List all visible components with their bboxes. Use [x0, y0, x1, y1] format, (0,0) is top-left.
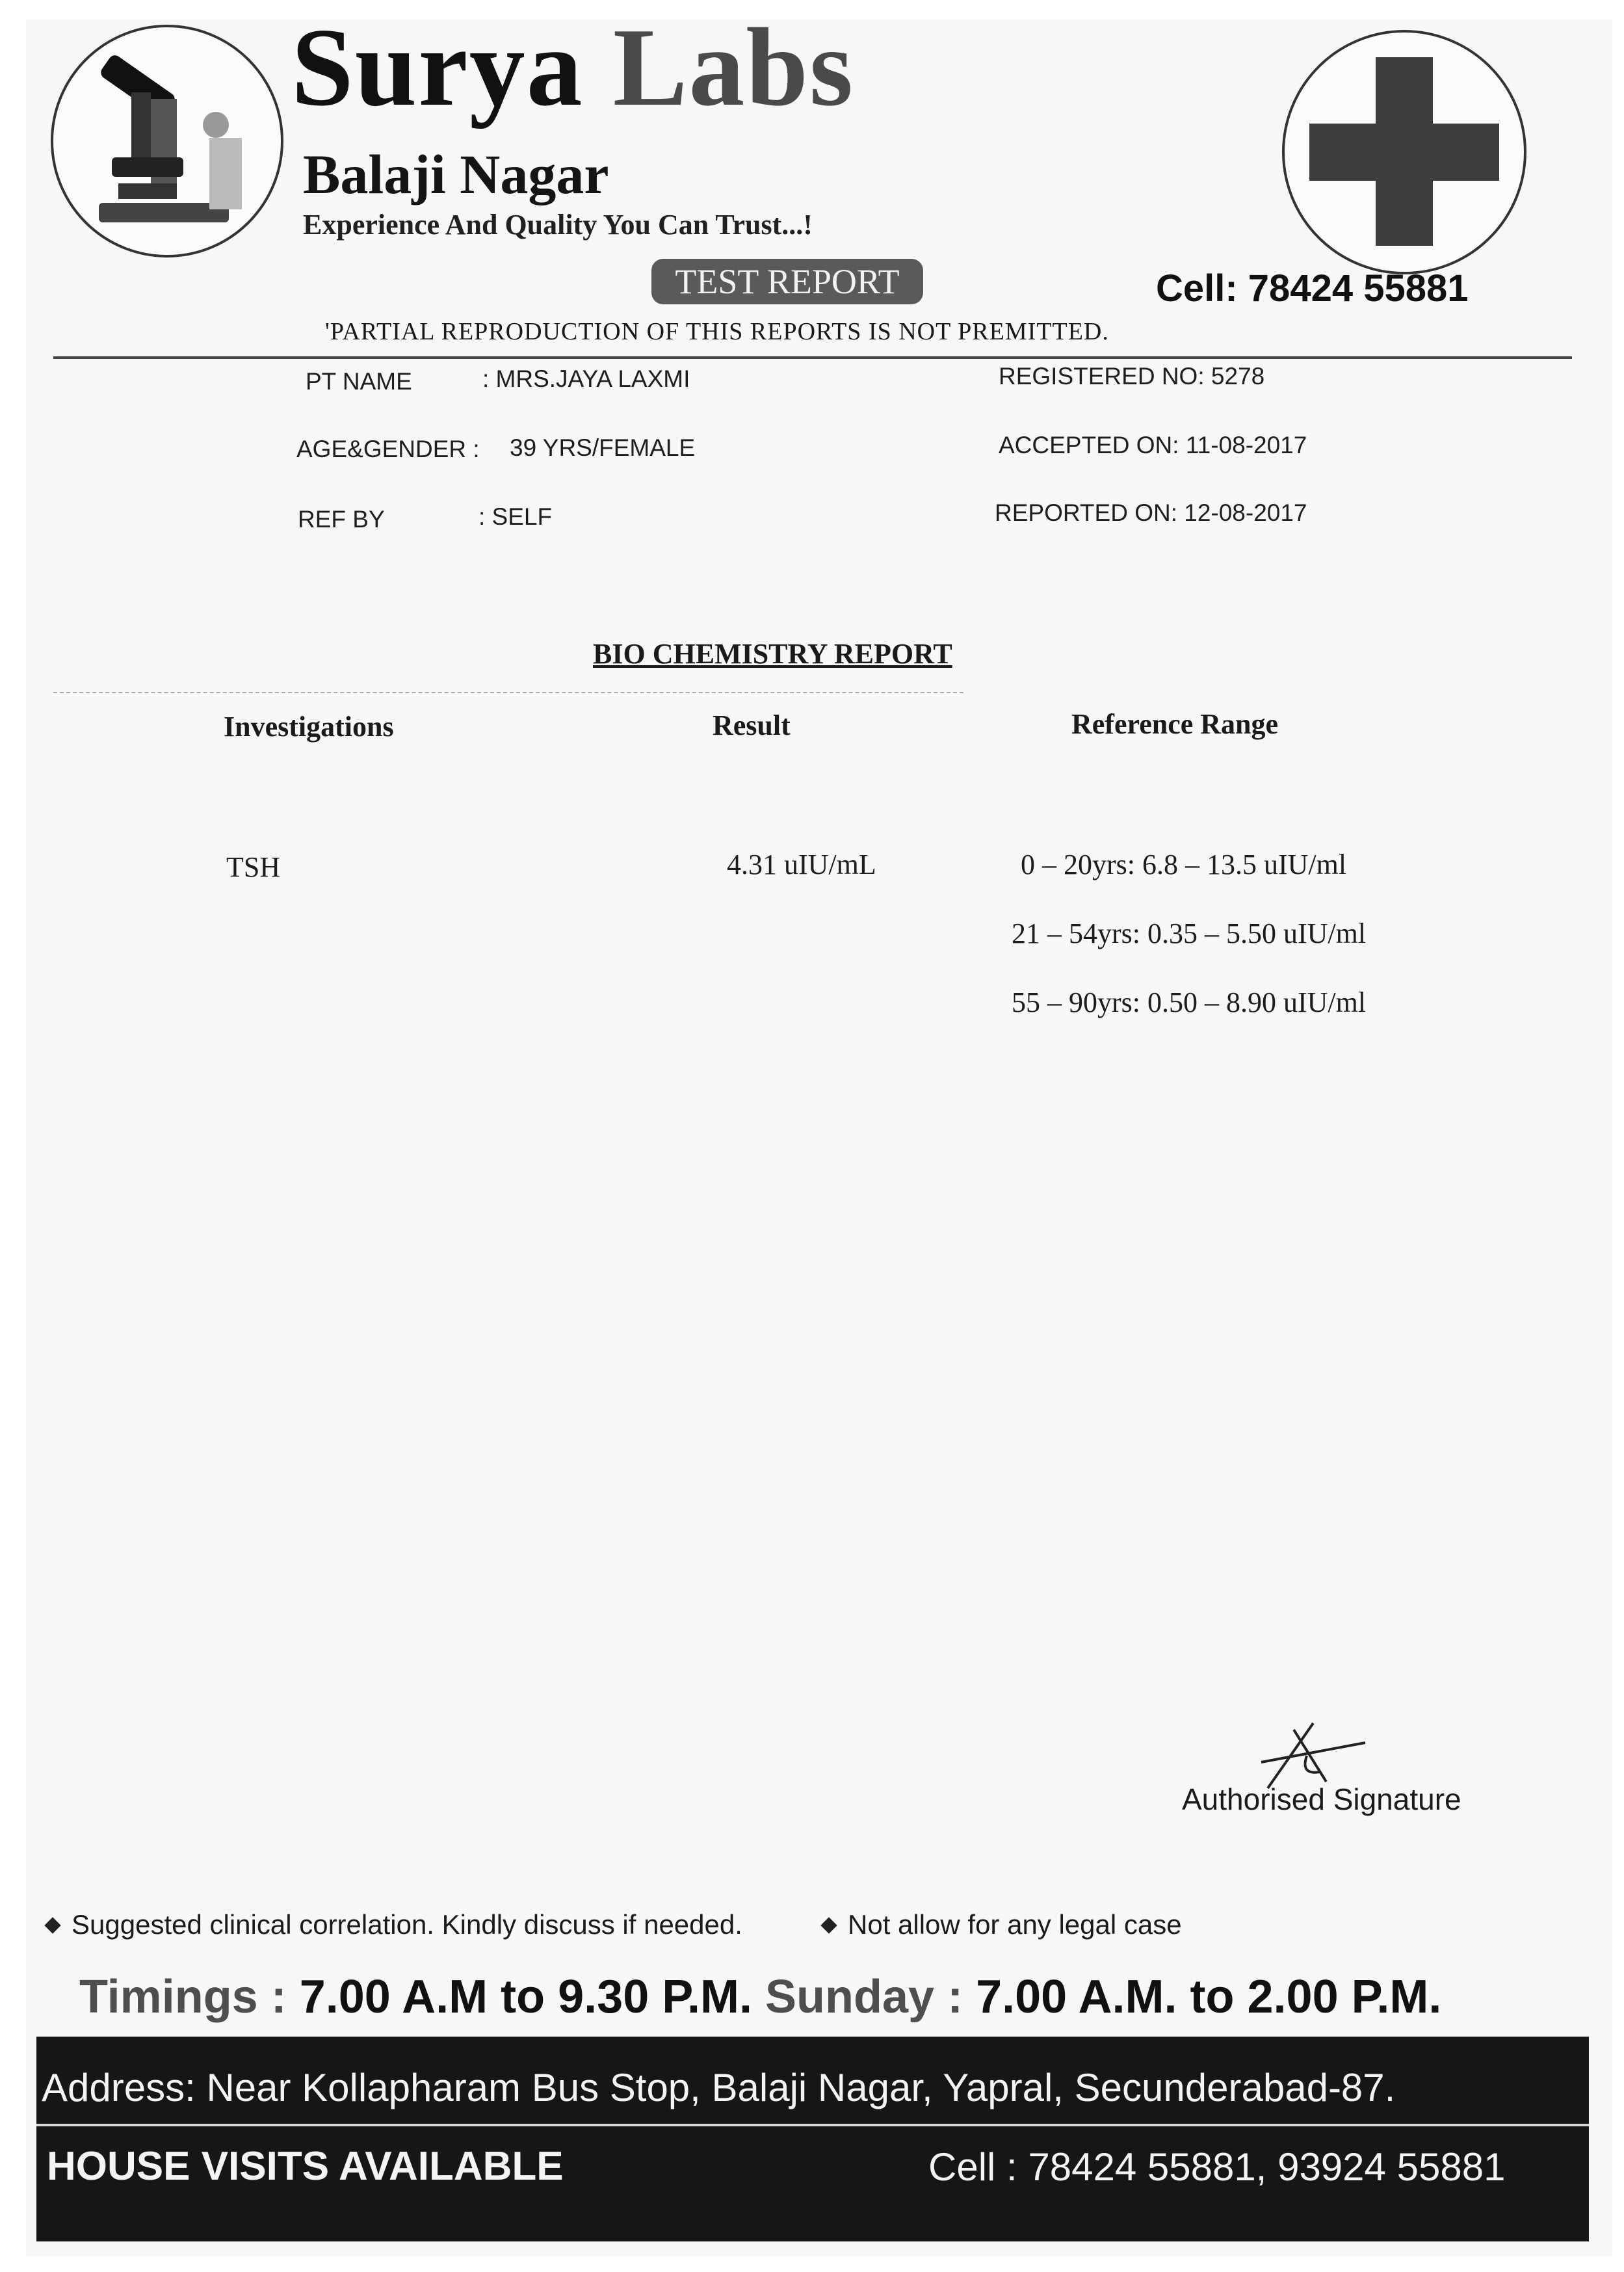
age-gender-value: 39 YRS/FEMALE [510, 434, 696, 461]
reported-on: REPORTED ON: 12-08-2017 [995, 499, 1307, 526]
signature-label: Authorised Signature [1182, 1782, 1461, 1816]
footer-divider [36, 2124, 1589, 2126]
address: Address: Near Kollapharam Bus Stop, Balaji Nagar, Yapral, Secunderabad-87. [42, 2066, 1396, 2109]
microscope-logo [51, 25, 283, 258]
timings-label: Timings : [79, 1971, 287, 2023]
accepted-on: ACCEPTED ON: 11-08-2017 [999, 432, 1307, 458]
sunday-label: Sunday : [765, 1971, 963, 2023]
legal-note-text: Not allow for any legal case [848, 1909, 1182, 1940]
age-gender-label: AGE&GENDER : [296, 436, 480, 462]
lab-name-second: Labs [612, 6, 854, 129]
tagline: Experience And Quality You Can Trust...! [303, 209, 813, 241]
reference-range-line: 21 – 54yrs: 0.35 – 5.50 uIU/ml [1012, 918, 1367, 949]
branch-name: Balaji Nagar [303, 143, 609, 205]
report-title: BIO CHEMISTRY REPORT [593, 638, 952, 670]
timings-value: 7.00 A.M to 9.30 P.M. [299, 1971, 752, 2023]
column-header-reference-range: Reference Range [1071, 708, 1279, 740]
test-report-badge: TEST REPORT [651, 259, 923, 304]
ref-by-value: : SELF [478, 503, 553, 530]
reproduction-notice: 'PARTIAL REPRODUCTION OF THIS REPORTS IS NOT PREMITTED. [325, 318, 1109, 345]
column-header-investigations: Investigations [224, 711, 394, 743]
ref-by-label: REF BY [298, 506, 385, 533]
lab-name-first: Surya [291, 6, 584, 129]
column-header-result: Result [713, 709, 791, 741]
diamond-bullet-icon [820, 1917, 837, 1933]
patient-name-value: : MRS.JAYA LAXMI [482, 365, 690, 392]
header-cell-number: Cell: 78424 55881 [1156, 267, 1469, 310]
opening-timings [79, 1970, 1441, 2024]
registered-no: REGISTERED NO: 5278 [999, 363, 1265, 390]
sunday-value: 7.00 A.M. to 2.00 P.M. [976, 1971, 1442, 2023]
clinical-note [47, 1909, 742, 1940]
patient-name-label: PT NAME [306, 368, 412, 395]
reference-range-line: 0 – 20yrs: 6.8 – 13.5 uIU/ml [1021, 849, 1347, 880]
clinical-note-text: Suggested clinical correlation. Kindly discuss if needed. [72, 1909, 742, 1940]
footer-cell-numbers: Cell : 78424 55881, 93924 55881 [928, 2145, 1506, 2189]
legal-note [823, 1909, 1182, 1940]
house-visits: HOUSE VISITS AVAILABLE [47, 2144, 564, 2189]
diamond-bullet-icon [44, 1917, 60, 1933]
medical-cross-logo [1282, 30, 1526, 274]
report-divider [53, 692, 963, 693]
header-divider [53, 356, 1572, 359]
footer-bar [36, 2037, 1589, 2241]
reference-range-line: 55 – 90yrs: 0.50 – 8.90 uIU/ml [1012, 986, 1367, 1018]
microscope-icon [53, 27, 281, 255]
lab-name [291, 6, 854, 129]
test-name: TSH [226, 851, 281, 883]
test-result: 4.31 uIU/mL [727, 849, 876, 880]
